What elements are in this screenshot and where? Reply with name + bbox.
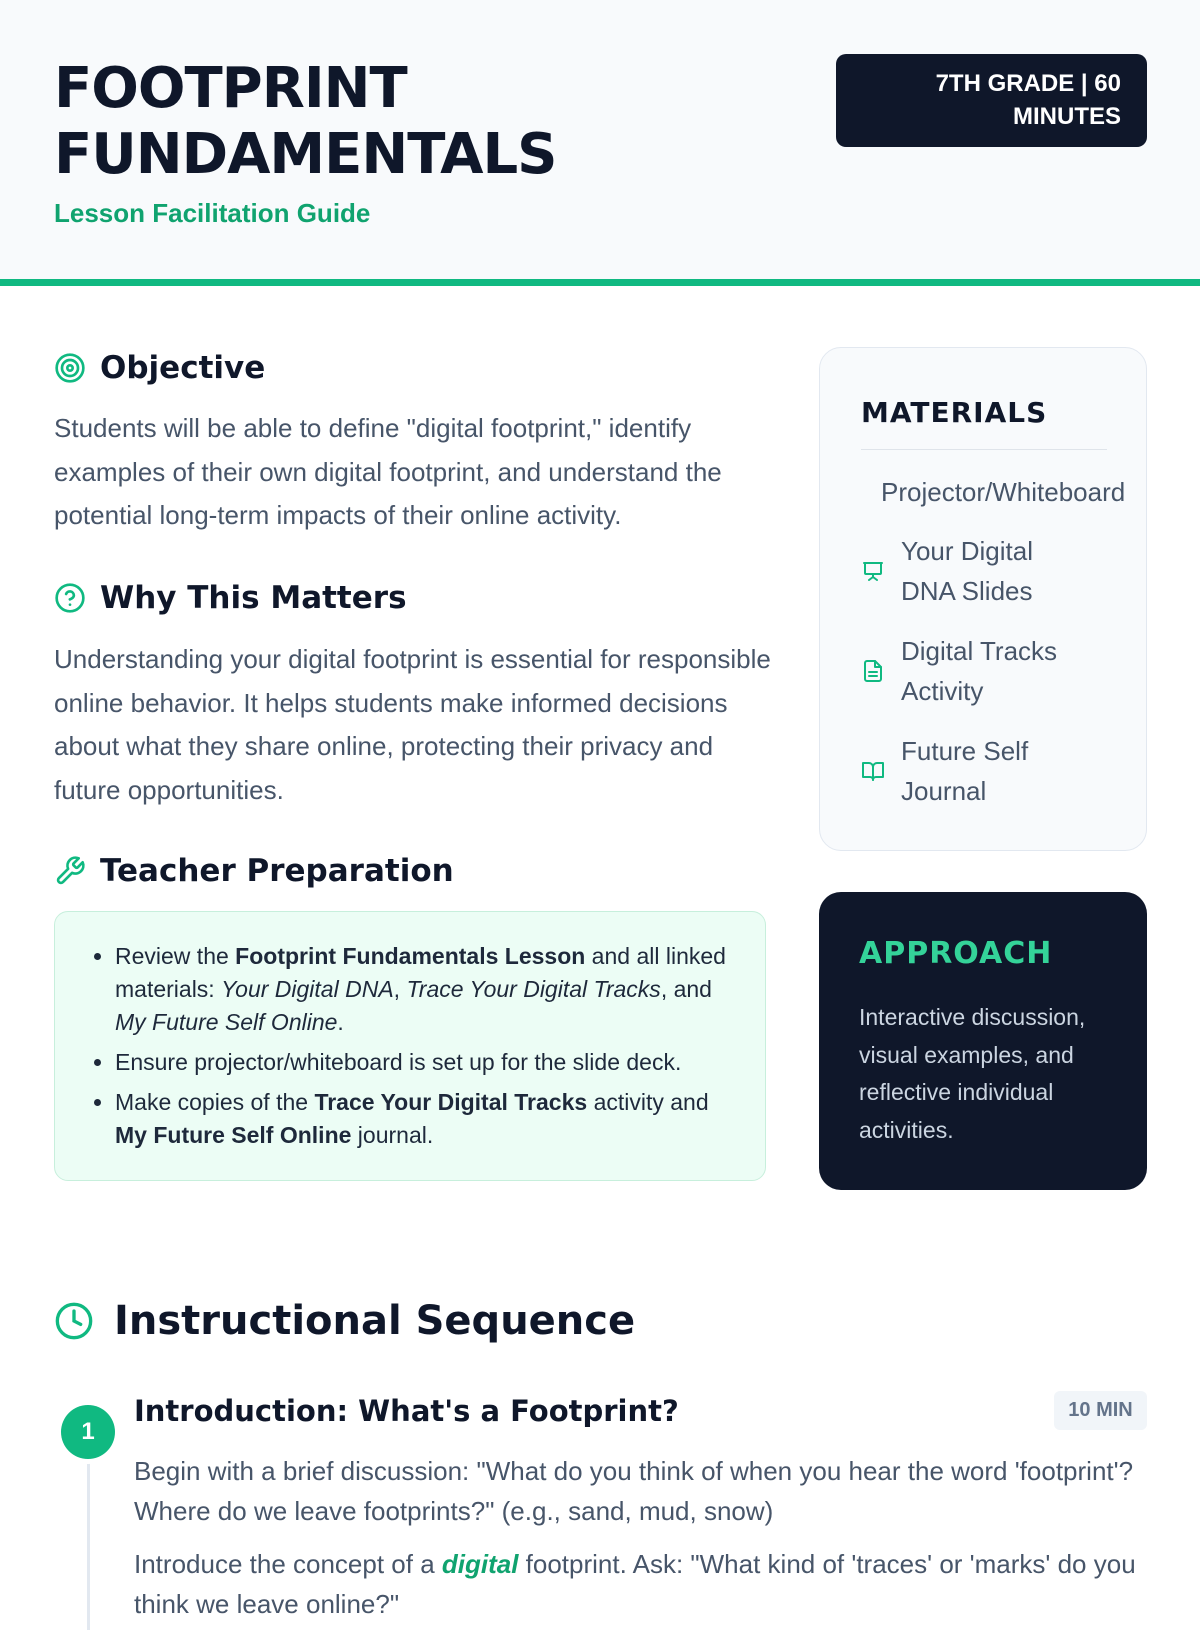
step-duration-badge: 10 MIN xyxy=(1054,1391,1147,1430)
sequence-heading: Instructional Sequence xyxy=(54,1298,635,1344)
page-header xyxy=(0,0,1200,286)
step-description: Begin with a brief discussion: "What do you think of when you hear the word 'footprint'? Where do we leave footprints?" (e.g., sand, mud, snow) xyxy=(134,1456,1134,1526)
book-open-icon xyxy=(861,759,885,783)
material-label: Digital Tracks Activity xyxy=(901,636,1058,706)
document-icon xyxy=(861,659,885,683)
clock-icon xyxy=(54,1301,94,1341)
timeline-line xyxy=(87,1430,90,1630)
prep-box xyxy=(54,911,766,1181)
approach-text: Interactive discussion, visual examples, and reflective individual activities. xyxy=(859,1004,1086,1143)
step-description: Introduce the concept of a digital footprint. Ask: "What kind of 'traces' or 'marks' do you think we leave online?" xyxy=(134,1549,1136,1619)
material-item xyxy=(861,731,1051,811)
material-item xyxy=(861,531,1061,611)
prep-list xyxy=(75,940,745,1152)
materials-divider xyxy=(861,449,1107,450)
presentation-icon xyxy=(861,559,885,583)
help-circle-icon xyxy=(54,582,86,614)
material-item xyxy=(861,631,1091,711)
wrench-icon xyxy=(54,855,86,887)
objective-text: Students will be able to define "digital footprint," identify examples of their own digital footprint, and understand the potential long-term impacts of their online activity. xyxy=(54,413,722,530)
approach-card xyxy=(819,892,1147,1190)
approach-title: APPROACH xyxy=(859,936,1053,971)
why-heading: Why This Matters xyxy=(54,580,407,616)
prep-item: • Review the Footprint Fundamentals Lesson and all linked materials: Your Digital DNA, Trace Your Digital Tracks, and My Future Self Online. xyxy=(115,940,745,1039)
material-label: Future Self Journal xyxy=(901,736,1029,806)
material-label: Projector/Whiteboard xyxy=(881,477,1126,507)
page-subtitle: Lesson Facilitation Guide xyxy=(54,198,371,228)
emphasis-digital: digital xyxy=(441,1549,519,1579)
materials-card xyxy=(819,347,1147,851)
prep-heading: Teacher Preparation xyxy=(54,853,454,889)
material-label: Your Digital DNA Slides xyxy=(901,536,1034,606)
step-number: 1 xyxy=(61,1405,115,1459)
grade-duration-badge: 7TH GRADE | 60 MINUTES xyxy=(836,54,1147,147)
why-text: Understanding your digital footprint is essential for responsible online behavior. It helps students make informed decisions about what they share online, protecting their privacy and future opportunities. xyxy=(54,644,771,805)
step-title: Introduction: What's a Footprint? xyxy=(134,1394,679,1428)
material-item xyxy=(881,472,1125,512)
materials-title: MATERIALS xyxy=(861,396,1048,429)
objective-heading: Objective xyxy=(54,350,265,386)
prep-item: • Ensure projector/whiteboard is set up for the slide deck. xyxy=(115,1046,745,1079)
target-icon xyxy=(54,352,86,384)
prep-item: • Make copies of the Trace Your Digital Tracks activity and My Future Self Online journal. xyxy=(115,1086,745,1152)
page-title: FOOTPRINT FUNDAMENTALS xyxy=(54,56,557,187)
